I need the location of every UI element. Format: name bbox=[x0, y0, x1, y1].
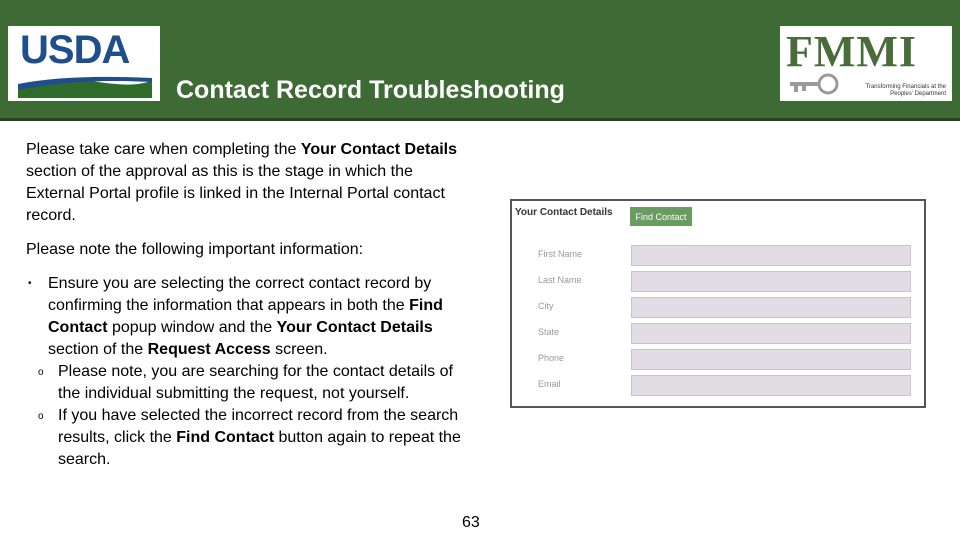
list-item: o Please note, you are searching for the contact details of the individual submitting the request, not yourself. bbox=[38, 363, 453, 402]
email-label: Email bbox=[538, 379, 561, 389]
sub-list bbox=[38, 361, 466, 471]
find-contact-button[interactable]: Find Contact bbox=[630, 207, 692, 226]
fmmi-logo bbox=[780, 26, 952, 101]
state-label: State bbox=[538, 327, 560, 337]
usda-logo-hills-icon bbox=[18, 76, 152, 98]
page-title: Contact Record Troubleshooting bbox=[176, 76, 565, 104]
state-row bbox=[512, 323, 924, 345]
note-paragraph: Please note the following important information: bbox=[26, 241, 364, 258]
phone-row bbox=[512, 349, 924, 371]
list-item: • Ensure you are selecting the correct contact record by confirming the information that appears in both the Find Contact popup window and the Your Contact Details section of the Request Access screen. o Please note, you are searching for the contact details of the individual submitting the request, not yourself. o If you have selected the incorrect record from the search results, click the Find Contact button again to repeat the search. bbox=[26, 273, 466, 471]
page-number: 63 bbox=[462, 514, 480, 531]
usda-logo-text: USDA bbox=[20, 28, 130, 72]
email-field[interactable] bbox=[631, 375, 911, 396]
intro-paragraph: Please take care when completing the Your Contact Details section of the approval as this is the stage in which the External Portal profile is linked in the Internal Portal contact record. bbox=[26, 141, 457, 224]
last-name-label: Last Name bbox=[538, 275, 582, 285]
last-name-field[interactable] bbox=[631, 271, 911, 292]
bullet-marker: • bbox=[28, 278, 32, 289]
phone-label: Phone bbox=[538, 353, 565, 363]
list-item: o If you have selected the incorrect record from the search results, click the Find Contact button again to repeat the search. bbox=[38, 407, 461, 468]
email-row bbox=[512, 375, 924, 397]
usda-logo bbox=[8, 26, 160, 101]
city-field[interactable] bbox=[631, 297, 911, 318]
first-name-field[interactable] bbox=[631, 245, 911, 266]
phone-field[interactable] bbox=[631, 349, 911, 370]
state-field[interactable] bbox=[631, 323, 911, 344]
fmmi-key-icon bbox=[788, 70, 848, 98]
fmmi-tagline: Transforming Financials at the Peoples' Department bbox=[865, 84, 946, 97]
sub-bullet-marker: o bbox=[38, 411, 44, 422]
header-divider bbox=[0, 118, 960, 121]
city-label: City bbox=[538, 301, 554, 311]
first-name-label: First Name bbox=[538, 249, 583, 259]
panel-title: Your Contact Details bbox=[515, 207, 613, 218]
slide-body bbox=[26, 139, 466, 471]
fmmi-logo-text: FMMI bbox=[786, 27, 918, 76]
last-name-row bbox=[512, 271, 924, 293]
bullet-list bbox=[26, 273, 466, 471]
sub-bullet-marker: o bbox=[38, 367, 44, 378]
contact-details-screenshot bbox=[510, 199, 926, 408]
city-row bbox=[512, 297, 924, 319]
first-name-row bbox=[512, 245, 924, 267]
